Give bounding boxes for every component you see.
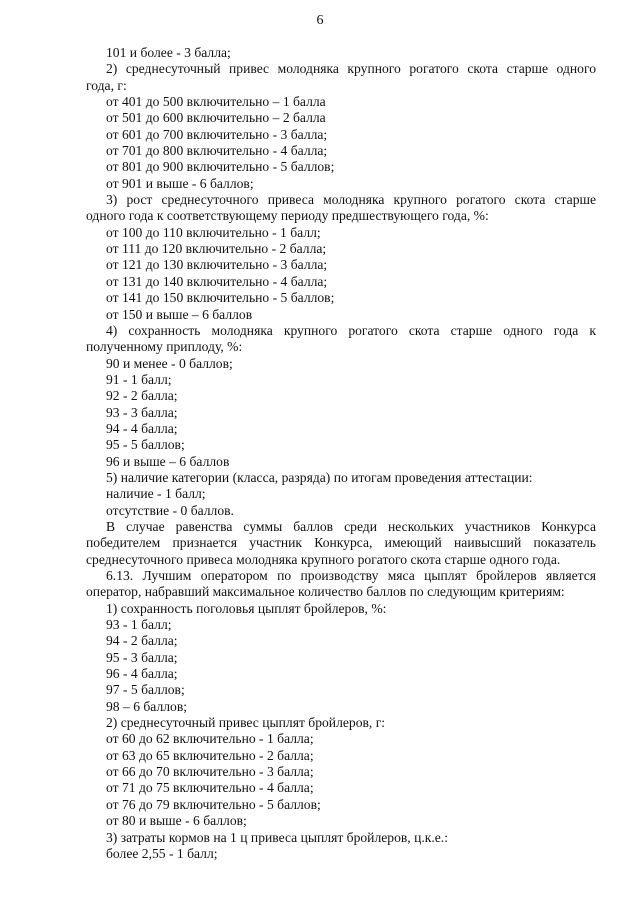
text-line: 96 - 4 балла; (106, 666, 178, 682)
text-line: 90 и менее - 0 баллов; (106, 355, 233, 371)
text-line: от 71 до 75 включительно - 4 балла; (106, 780, 314, 796)
text-line: от 401 до 500 включительно – 1 балла (106, 94, 326, 110)
text-line: от 63 до 65 включительно - 2 балла; (106, 747, 314, 763)
paragraph-line: оператор, набравший максимальное количество баллов по следующим критериям: (86, 584, 565, 600)
paragraph-line: одного года к соответствующему периоду предшествующего года, %: (86, 208, 489, 224)
text-line: 97 - 5 баллов; (106, 682, 185, 698)
text-line: 94 - 2 балла; (106, 633, 178, 649)
text-line: от 701 до 800 включительно - 4 балла; (106, 143, 328, 159)
text-line: от 80 и выше - 6 баллов; (106, 813, 247, 829)
text-line: 93 - 1 балл; (106, 617, 172, 633)
paragraph (86, 568, 596, 601)
text-line: от 76 до 79 включительно - 5 баллов; (106, 796, 321, 812)
paragraph-line: 2) среднесуточный привес молодняка крупного рогатого скота старше одного (106, 61, 596, 77)
text-line: от 801 до 900 включительно - 5 баллов; (106, 159, 335, 175)
text-line: от 150 и выше – 6 баллов (106, 306, 253, 322)
text-line: 5) наличие категории (класса, разряда) по итогам проведения аттестации: (106, 469, 533, 485)
text-line: 94 - 4 балла; (106, 420, 178, 436)
text-line: 91 - 1 балл; (106, 371, 172, 387)
text-line: от 901 и выше - 6 баллов; (106, 175, 254, 191)
text-line: 95 - 3 балла; (106, 649, 178, 665)
text-line: от 60 до 62 включительно - 1 балла; (106, 731, 314, 747)
text-line: 95 - 5 баллов; (106, 437, 185, 453)
text-line: 101 и более - 3 балла; (106, 45, 231, 60)
paragraph-line: В случае равенства суммы баллов среди нескольких участников Конкурса (106, 518, 596, 534)
text-line: от 601 до 700 включительно - 3 балла; (106, 126, 328, 142)
paragraph (86, 192, 596, 225)
text-line: от 100 до 110 включительно - 1 балл; (106, 224, 321, 240)
text-line: 3) затраты кормов на 1 ц привеса цыплят бройлеров, ц.к.е.: (106, 829, 448, 845)
text-line: 1) сохранность поголовья цыплят бройлеров, %: (106, 600, 387, 616)
text-line: от 501 до 600 включительно – 2 балла (106, 110, 326, 126)
paragraph-line: года, г: (86, 77, 127, 93)
paragraph-line: 4) сохранность молодняка крупного рогатого скота старше одного года к (106, 322, 596, 338)
paragraph-line: 3) рост среднесуточного привеса молодняка крупного рогатого скота старше (106, 192, 596, 208)
text-line: от 141 до 150 включительно - 5 баллов; (106, 290, 335, 306)
text-line: 96 и выше – 6 баллов (106, 453, 230, 469)
text-line: 92 - 2 балла; (106, 388, 178, 404)
text-line: от 111 до 120 включительно - 2 балла; (106, 241, 327, 257)
text-line: отсутствие - 0 баллов. (106, 502, 234, 518)
paragraph-line: среднесуточного привеса молодняка крупного рогатого скота старше одного года. (86, 551, 561, 567)
text-line: от 131 до 140 включительно - 4 балла; (106, 273, 328, 289)
text-line: 2) среднесуточный привес цыплят бройлеров, г: (106, 715, 386, 731)
text-line: от 66 до 70 включительно - 3 балла; (106, 764, 314, 780)
document-body (86, 45, 596, 862)
page-number: 6 (316, 13, 324, 28)
paragraph-line: полученному приплоду, %: (86, 339, 243, 355)
text-line: 98 – 6 баллов; (106, 698, 188, 714)
text-line: от 121 до 130 включительно - 3 балла; (106, 257, 328, 273)
text-line: более 2,55 - 1 балл; (106, 845, 218, 861)
paragraph-line: 6.13. Лучшим оператором по производству мяса цыплят бройлеров является (106, 568, 596, 583)
text-line: наличие - 1 балл; (106, 486, 206, 502)
text-line: 93 - 3 балла; (106, 404, 178, 420)
paragraph (86, 61, 596, 94)
paragraph (86, 323, 596, 356)
paragraph-line: победителем признается участник Конкурса, имеющий наивысший показатель (86, 535, 596, 551)
paragraph (86, 519, 596, 568)
